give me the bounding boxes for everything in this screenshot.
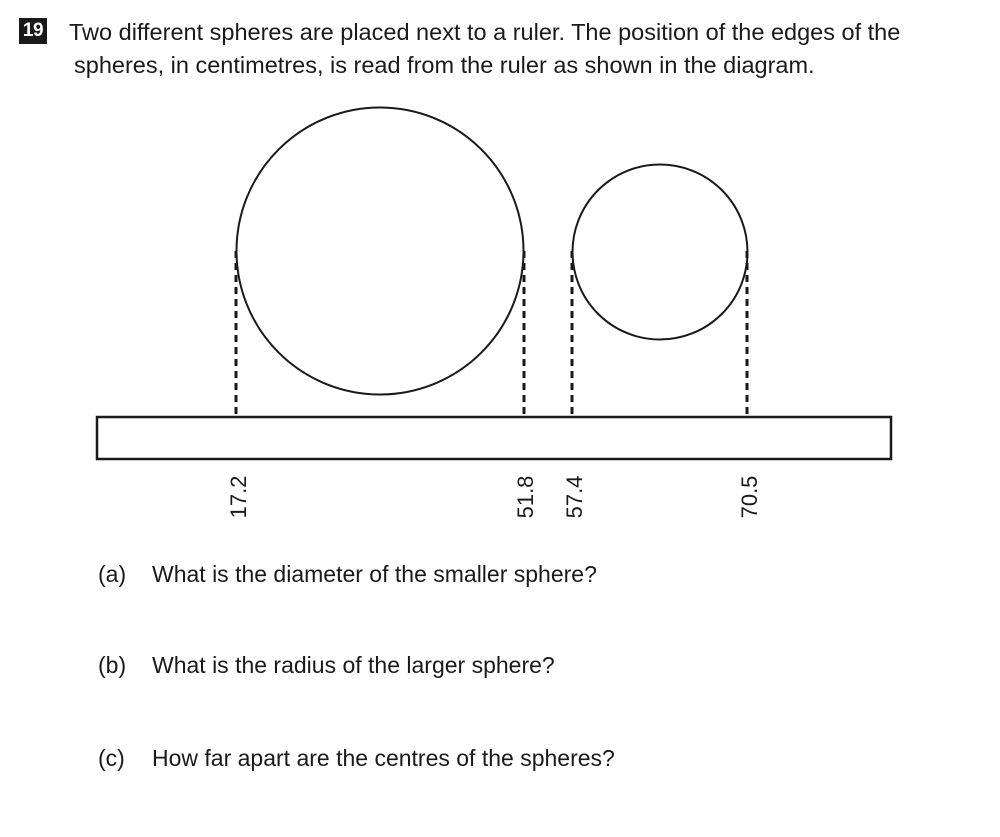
stem-line-1: Two different spheres are placed next to a ruler. The position of the edges of the xyxy=(69,19,901,45)
part-label: (b) xyxy=(98,652,127,678)
question-number: 19 xyxy=(19,18,47,44)
part-text: What is the diameter of the smaller sphere? xyxy=(152,561,597,587)
ruler-reading-label: 70.5 xyxy=(737,475,762,519)
question-part-a xyxy=(98,559,597,589)
question-part-c xyxy=(98,743,615,773)
part-label: (a) xyxy=(98,561,127,587)
ruler-reading-label: 51.8 xyxy=(513,475,538,519)
ruler xyxy=(97,417,891,459)
stem-line-2: spheres, in centimetres, is read from the ruler as shown in the diagram. xyxy=(74,52,815,78)
part-text: How far apart are the centres of the spheres? xyxy=(152,745,615,771)
small-sphere xyxy=(573,165,748,340)
ruler-reading-label: 17.2 xyxy=(226,475,251,519)
large-sphere xyxy=(237,108,524,395)
ruler-reading-label: 57.4 xyxy=(562,475,587,519)
question-part-b xyxy=(98,650,555,680)
part-text: What is the radius of the larger sphere? xyxy=(152,652,555,678)
part-label: (c) xyxy=(98,745,125,771)
